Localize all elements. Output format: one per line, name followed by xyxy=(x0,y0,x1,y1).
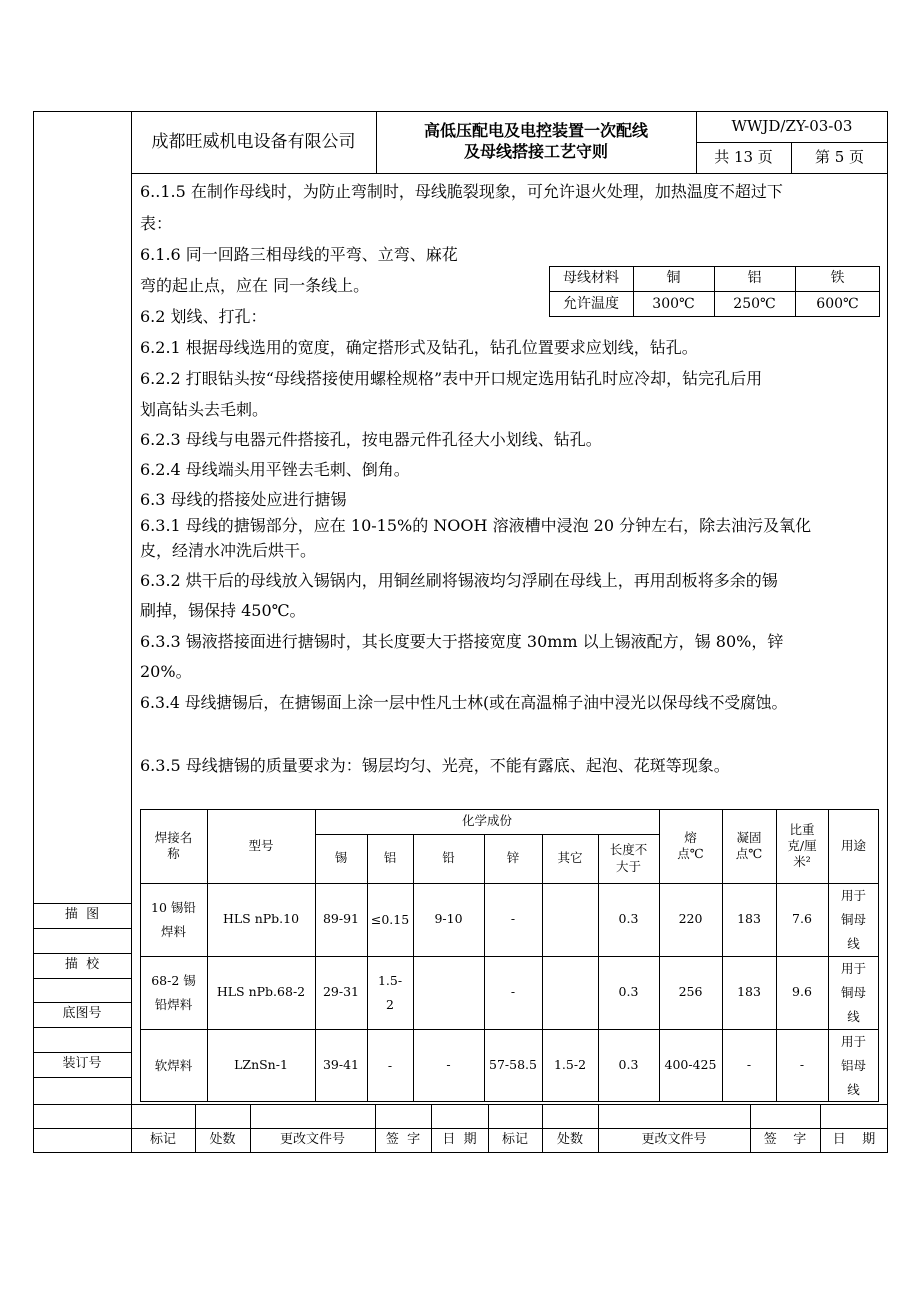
solder-cell: 183 xyxy=(737,984,761,1000)
footer-signature-2: 签 字 xyxy=(763,1132,807,1148)
temp-cell: 允许温度 xyxy=(563,295,619,312)
body-line: 6.2.4 母线端头用平锉去毛刺、倒角。 xyxy=(140,460,410,479)
side-rule xyxy=(33,978,131,979)
solder-cell xyxy=(542,956,598,1029)
solder-cell: 183 xyxy=(737,911,761,927)
footer-mark: 标记 xyxy=(149,1132,176,1148)
document-title-line1: 高低压配电及电控装置一次配线 xyxy=(423,121,648,141)
footer-change-doc-no-2: 更改文件号 xyxy=(641,1132,707,1148)
solder-cell: 软焊料 xyxy=(154,1057,193,1073)
col-header-lead: 铅 xyxy=(442,850,455,866)
body-line: 皮，经清水冲洗后烘干。 xyxy=(140,541,317,560)
document-title-line2: 及母线搭接工艺守则 xyxy=(463,142,608,161)
page-number: 第 5 页 xyxy=(814,147,865,166)
col-header-solidifying-point: 凝固点℃ xyxy=(735,829,763,861)
solder-cell: 10 锡铅焊料 xyxy=(151,899,196,939)
header-bottom-line xyxy=(131,173,888,174)
side-rule xyxy=(33,1027,131,1028)
footer-change-doc-no: 更改文件号 xyxy=(279,1132,345,1148)
footer-date: 日 期 xyxy=(442,1132,477,1148)
temp-cell: 铝 xyxy=(747,270,762,287)
body-line: 6.2 划线、打孔： xyxy=(140,307,267,326)
col-header-length: 长度不大于 xyxy=(609,842,648,874)
solder-cell: HLS nPb.10 xyxy=(222,911,300,927)
col-header-other: 其它 xyxy=(557,850,583,866)
solder-cell: 0.3 xyxy=(618,911,639,927)
solder-cell: - xyxy=(510,984,516,1000)
body-line: 6.3.4 母线搪锡后，在搪锡面上涂一层中性凡士林(或在高温棉子油中浸光以保母线不受腐蚀。 xyxy=(140,693,788,712)
solder-cell: - xyxy=(510,911,516,927)
solder-cell: 256 xyxy=(678,984,703,1000)
col-header-melting-point: 熔点℃ xyxy=(677,829,704,861)
body-line: 6..1.5 在制作母线时，为防止弯制时，母线脆裂现象，可允许退火处理，加热温度不超过下 xyxy=(140,182,783,201)
solder-cell xyxy=(413,956,484,1029)
temp-cell: 铜 xyxy=(666,270,681,287)
document-code: WWJD/ZY-03-03 xyxy=(731,116,853,135)
col-header-density: 比重克/厘米² xyxy=(787,821,817,870)
col-header-zinc: 锌 xyxy=(506,850,520,866)
solder-cell: HLS nPb.68-2 xyxy=(216,984,306,1000)
col-header-usage: 用途 xyxy=(840,837,866,853)
company-name: 成都旺威机电设备有限公司 xyxy=(151,131,356,152)
body-line: 6.1.6 同一回路三相母线的平弯、立弯、麻花 xyxy=(140,245,458,264)
footer-signature: 签 字 xyxy=(385,1132,421,1148)
solder-cell: 9-10 xyxy=(434,911,463,927)
footer-count-2: 处数 xyxy=(556,1132,583,1148)
body-line: 20%。 xyxy=(140,662,192,681)
total-pages: 共 13 页 xyxy=(714,147,773,166)
solder-cell: - xyxy=(799,1057,805,1073)
solder-cell: 39-41 xyxy=(322,1057,360,1073)
solder-cell: 57-58.5 xyxy=(489,1057,537,1073)
side-label-base-drawing-no: 底图号 xyxy=(62,1006,102,1022)
solder-cell: 1.5-2 xyxy=(377,972,403,1012)
solder-cell: 用于铜母线 xyxy=(840,960,866,1024)
solder-cell xyxy=(542,883,598,956)
solder-cell: - xyxy=(446,1057,451,1073)
solder-cell: 0.3 xyxy=(618,984,639,1000)
left-column-divider xyxy=(131,111,132,1153)
body-line: 划高钻头去毛刺。 xyxy=(140,400,269,419)
solder-cell: 400-425 xyxy=(664,1057,717,1073)
temp-cell: 铁 xyxy=(830,270,845,287)
body-line: 6.3.1 母线的搪锡部分，应在 10-15%的 NOOH 溶液槽中浸泡 20 分钟左右，除去油污及氧化 xyxy=(140,516,812,535)
temp-cell: 250℃ xyxy=(733,295,776,312)
solder-cell: 89-91 xyxy=(322,911,360,927)
temp-cell: 300℃ xyxy=(652,295,695,312)
body-line: 6.3.5 母线搪锡的质量要求为：锡层均匀、光亮，不能有露底、起泡、花斑等现象。 xyxy=(140,756,730,775)
side-label-checking: 描 校 xyxy=(64,957,100,973)
footer-rule xyxy=(33,1104,888,1105)
solder-cell: 9.6 xyxy=(792,984,812,1000)
solder-cell: - xyxy=(746,1057,752,1073)
body-line: 6.3.2 烘干后的母线放入锡锅内，用铜丝刷将锡液均匀浮刷在母线上，再用刮板将多余的锡 xyxy=(140,571,778,590)
body-line: 6.3 母线的搭接处应进行搪锡 xyxy=(140,490,347,509)
solder-cell: 0.3 xyxy=(618,1057,639,1073)
footer-count: 处数 xyxy=(209,1132,236,1148)
footer-mark-2: 标记 xyxy=(501,1132,528,1148)
temp-cell: 母线材料 xyxy=(563,270,619,287)
body-line: 刷掉，锡保持 450℃。 xyxy=(140,601,306,620)
solder-cell: - xyxy=(387,1057,393,1073)
body-line: 6.2.2 打眼钻头按“母线搭接使用螺栓规格”表中开口规定选用钻孔时应冷却，钻完孔后用 xyxy=(140,369,763,388)
body-line: 表： xyxy=(140,214,173,233)
side-label-tracing: 描 图 xyxy=(64,907,100,923)
solder-cell: 用于铜母线 xyxy=(840,887,866,951)
body-line: 6.2.1 根据母线选用的宽度，确定搭形式及钻孔，钻孔位置要求应划线，钻孔。 xyxy=(140,338,698,357)
col-header-model: 型号 xyxy=(248,837,274,853)
side-label-binding-no: 装订号 xyxy=(62,1056,102,1072)
solder-cell: 68-2 锡铅焊料 xyxy=(151,972,196,1012)
side-rule xyxy=(33,1077,131,1078)
temp-cell: 600℃ xyxy=(816,295,859,312)
body-line: 6.2.3 母线与电器元件搭接孔，按电器元件孔径大小划线、钻孔。 xyxy=(140,430,602,449)
side-rule xyxy=(33,928,131,929)
body-line: 6.3.3 锡液搭接面进行搪锡时，其长度要大于搭接宽度 30mm 以上锡液配方，锡 80%，锌 xyxy=(140,632,784,651)
col-header-tin: 锡 xyxy=(334,850,348,866)
solder-cell: 用于铝母线 xyxy=(840,1033,866,1097)
solder-cell: 29-31 xyxy=(322,984,360,1000)
solder-cell: 7.6 xyxy=(792,911,812,927)
solder-cell: 1.5-2 xyxy=(553,1057,587,1073)
solder-cell: LZnSn-1 xyxy=(234,1057,288,1073)
col-header-chemistry: 化学成份 xyxy=(461,813,512,829)
footer-date-2: 日 期 xyxy=(832,1132,876,1148)
col-header-aluminum: 铝 xyxy=(383,850,397,866)
body-line: 弯的起止点，应在 同一条线上。 xyxy=(140,276,370,295)
solder-cell: 220 xyxy=(678,911,703,927)
document-title xyxy=(376,111,696,173)
col-header-name: 焊接名称 xyxy=(154,829,193,861)
solder-cell: ≤0.15 xyxy=(370,911,410,927)
